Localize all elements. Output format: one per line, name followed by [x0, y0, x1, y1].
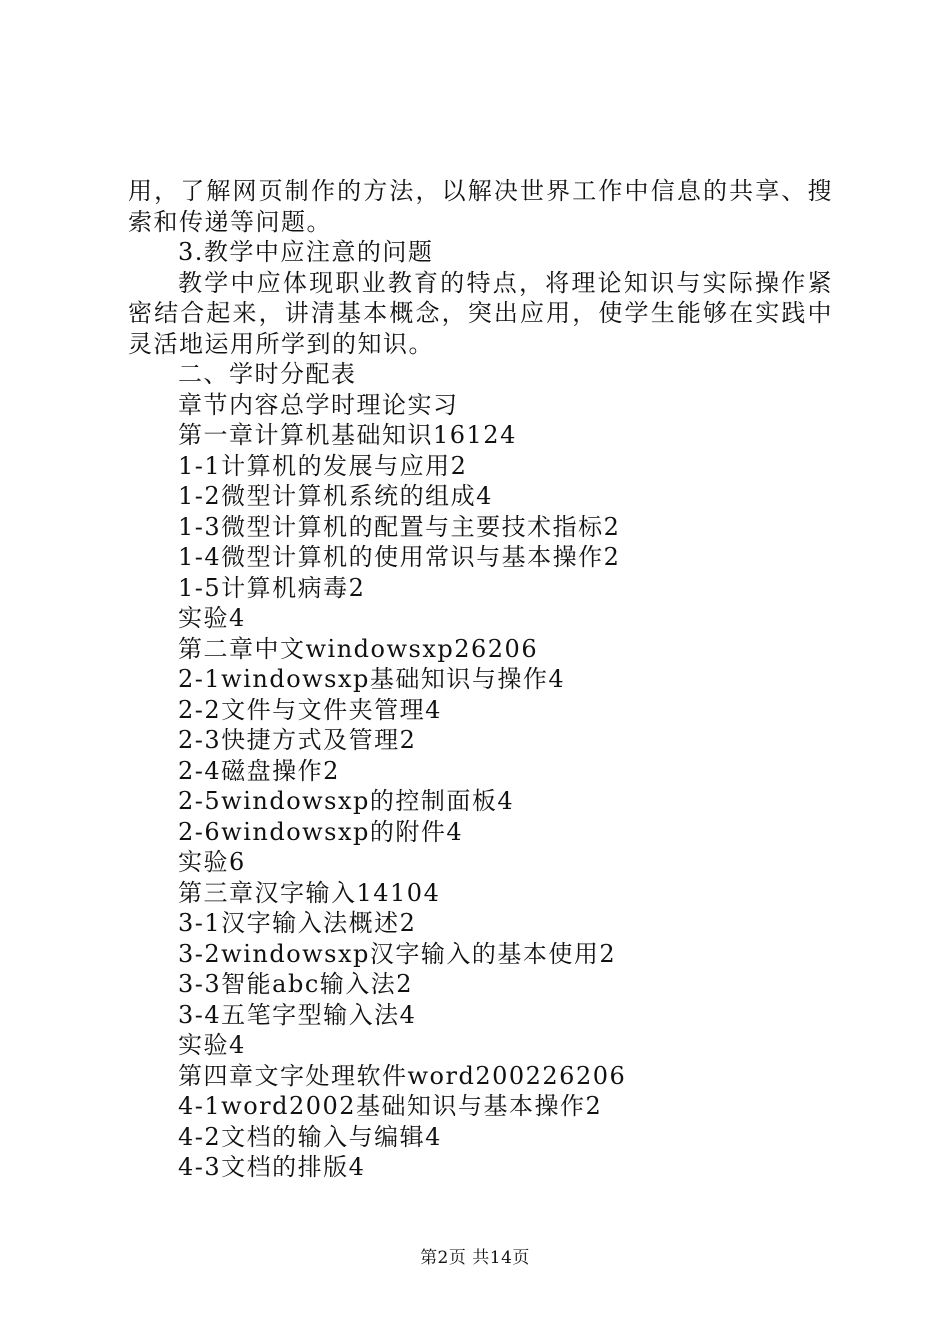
schedule-line: 1-4微型计算机的使用常识与基本操作2 — [178, 543, 621, 571]
schedule-line: 第三章汉字输入14104 — [178, 878, 441, 907]
schedule-line: 3-4五笔字型输入法4 — [178, 1000, 417, 1029]
schedule-line: 2-3快捷方式及管理2 — [178, 726, 417, 754]
schedule-line: 第二章中文windowsxp26206 — [178, 634, 539, 663]
table-header-line: 章节内容总学时理论实习 — [178, 390, 459, 419]
schedule-line: 2-4磁盘操作2 — [178, 756, 340, 785]
schedule-line: 实验4 — [178, 604, 246, 632]
schedule-lines — [128, 359, 833, 1183]
schedule-line: 1-1计算机的发展与应用2 — [178, 451, 468, 480]
schedule-line: 4-3文档的排版4 — [178, 1153, 366, 1181]
schedule-line: 2-5windowsxp的控制面板4 — [178, 787, 515, 815]
schedule-line: 第四章文字处理软件word200226206 — [178, 1061, 627, 1090]
intro-paragraph: 用，了解网页制作的方法，以解决世界工作中信息的共享、搜索和传递等问题。 — [128, 177, 833, 236]
schedule-line: 1-2微型计算机系统的组成4 — [178, 482, 493, 510]
schedule-line: 2-6windowsxp的附件4 — [178, 817, 464, 846]
section-paragraph: 教学中应体现职业教育的特点，将理论知识与实际操作紧密结合起来，讲清基本概念，突出应用，使学生能够在实践中灵活地运用所学到的知识。 — [128, 268, 833, 358]
schedule-line: 1-5计算机病毒2 — [178, 573, 366, 602]
page-number: 第2页 共14页 — [420, 1248, 530, 1268]
schedule-line: 第一章计算机基础知识16124 — [178, 421, 517, 449]
schedule-line: 1-3微型计算机的配置与主要技术指标2 — [178, 512, 621, 541]
schedule-line: 3-3智能abc输入法2 — [178, 970, 414, 998]
schedule-line: 4-1word2002基础知识与基本操作2 — [178, 1092, 603, 1120]
schedule-line: 实验4 — [178, 1031, 246, 1059]
document-body — [128, 176, 833, 1183]
section-heading: 3.教学中应注意的问题 — [178, 238, 434, 266]
schedule-line: 3-1汉字输入法概述2 — [178, 909, 417, 937]
schedule-line: 2-2文件与文件夹管理4 — [178, 695, 442, 724]
schedule-line: 实验6 — [178, 848, 246, 876]
section-title: 二、学时分配表 — [178, 360, 357, 388]
schedule-line: 3-2windowsxp汉字输入的基本使用2 — [178, 939, 617, 968]
schedule-line: 4-2文档的输入与编辑4 — [178, 1122, 442, 1151]
schedule-line: 2-1windowsxp基础知识与操作4 — [178, 665, 566, 693]
